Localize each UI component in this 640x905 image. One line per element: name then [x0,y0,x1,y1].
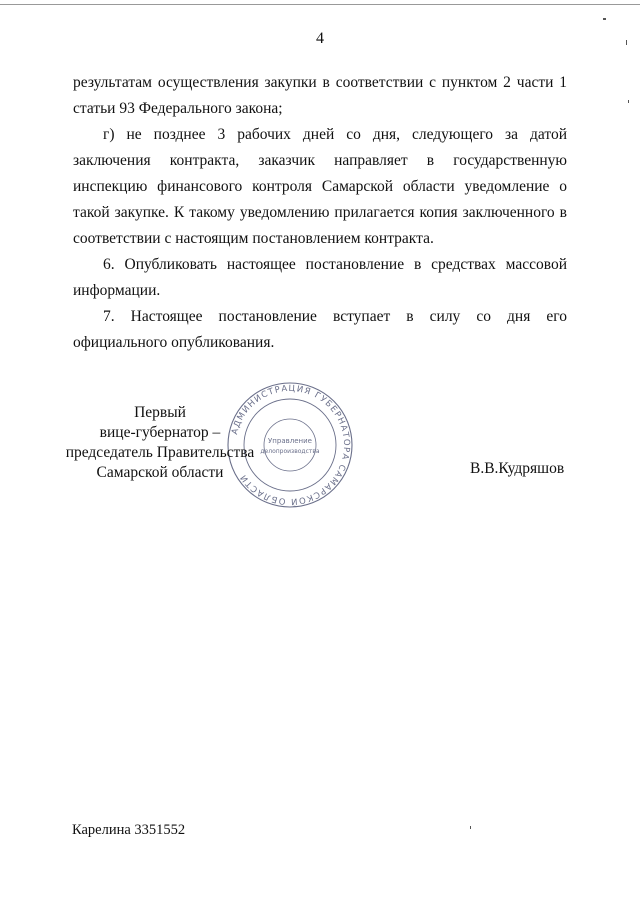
executor-contact: Карелина 3351552 [72,822,186,838]
signatory-title-line3: председатель Правительства [65,444,255,461]
signatory-title-line1: Первый [134,404,186,421]
signatory-title-line2: вице-губернатор – [99,424,221,441]
scan-speck [603,18,606,20]
paragraph-2: г) не позднее 3 рабочих дней со дня, следующего за датой заключения контракта, заказчик направляет в государственную инспекцию финансового контроля Самарской области уведомление о такой закупке. К такому уведомлению прилагается копия заключенного в соответствии с настоящим постановлением контракта. [73,126,567,247]
signatory-title-line4: Самарской области [96,464,224,481]
seal-center-line1: Управление [268,437,312,445]
top-edge-line [0,4,640,5]
seal-outer-text: АДМИНИСТРАЦИЯ ГУБЕРНАТОРА САМАРСКОЙ ОБЛАСТИ [230,383,352,507]
scan-speck [628,100,629,103]
paragraph-4: 7. Настоящее постановление вступает в силу со дня его официального опубликования. [73,308,567,351]
signatory-title [60,403,260,483]
signatory-name: В.В.Кудряшов [470,460,565,477]
page-number: 4 [316,30,324,47]
paragraph-3: 6. Опубликовать настоящее постановление в средствах массовой информации. [73,256,567,299]
scan-speck [626,40,627,45]
body-text [73,70,567,356]
seal-center-line2: делопроизводства [260,448,320,455]
paragraph-1: результатам осуществления закупки в соответствии с пунктом 2 части 1 статьи 93 Федерального закона; [73,74,567,117]
scan-speck [470,826,471,829]
